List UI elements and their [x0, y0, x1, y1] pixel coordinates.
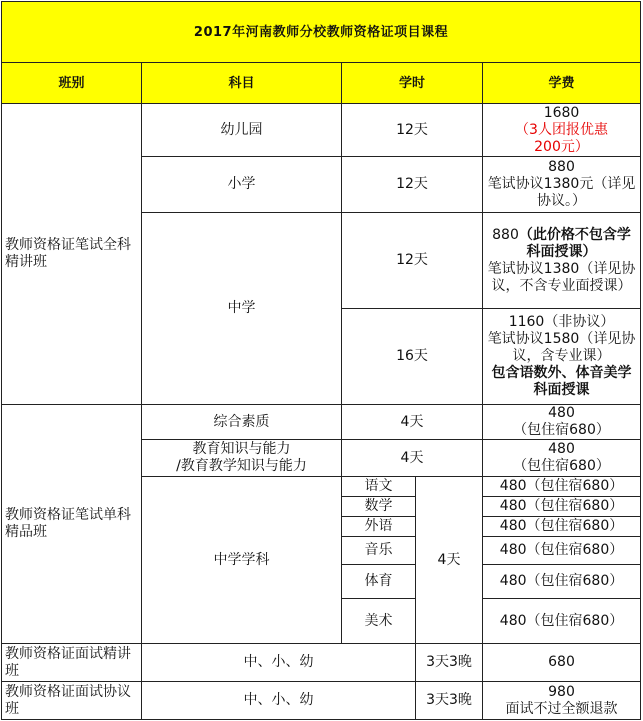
class-interview-agreement: 教师资格证面试协议班 [2, 682, 142, 720]
header-hours: 学时 [342, 63, 483, 104]
fee-primary-price: 880 [548, 159, 575, 175]
hours-primary: 12天 [342, 157, 483, 213]
subject-item-math: 数学 [342, 497, 416, 517]
fee-item-pe: 480（包住宿680） [483, 565, 641, 599]
hours-middle-12: 12天 [342, 213, 483, 309]
fee-comprehensive-price: 480 [548, 405, 575, 421]
fee-middle-16-note: 包含语数外、体音美学科面授课 [491, 365, 632, 398]
fee-item-chinese: 480（包住宿680） [483, 477, 641, 497]
hours-interview-intensive: 3天3晚 [416, 644, 483, 682]
fee-primary [483, 157, 641, 213]
subject-kindergarten: 幼儿园 [142, 104, 342, 157]
class-interview-intensive: 教师资格证面试精讲班 [2, 644, 142, 682]
fee-interview-agreement-refund: 面试不过全额退款 [505, 700, 618, 717]
fee-education [483, 440, 641, 477]
class-written-single: 教师资格证笔试单科精品班 [2, 405, 142, 644]
fee-primary-agreement: 笔试协议1380元（详见协议。） [487, 176, 636, 209]
header-fee: 学费 [483, 63, 641, 104]
subject-comprehensive: 综合素质 [142, 405, 342, 440]
fee-interview-agreement-price: 980 [548, 683, 575, 700]
header-class: 班别 [2, 63, 142, 104]
hours-middle-16: 16天 [342, 309, 483, 405]
hours-interview-agreement: 3天3晚 [416, 682, 483, 720]
subject-item-pe: 体育 [342, 565, 416, 599]
fee-comprehensive-lodging: （包住宿680） [513, 422, 610, 438]
fee-interview-intensive: 680 [483, 644, 641, 682]
fee-middle-12 [483, 213, 641, 309]
subject-education-line2: /教育教学知识与能力 [176, 458, 307, 474]
header-subject: 科目 [142, 63, 342, 104]
hours-education: 4天 [342, 440, 483, 477]
subject-education-line1: 教育知识与能力 [192, 441, 291, 457]
fee-kindergarten [483, 104, 641, 157]
hours-comprehensive: 4天 [342, 405, 483, 440]
fee-item-english: 480（包住宿680） [483, 517, 641, 537]
subject-interview-intensive: 中、小、幼 [142, 644, 416, 682]
subject-middle: 中学 [142, 213, 342, 405]
fee-item-music: 480（包住宿680） [483, 537, 641, 565]
fee-education-lodging: （包住宿680） [513, 458, 610, 474]
table-title: 2017年河南教师分校教师资格证项目课程 [2, 2, 641, 63]
fee-middle-16-price: 1160（非协议） [508, 314, 615, 330]
fee-kindergarten-price: 1680 [543, 104, 580, 121]
fee-middle-16-agreement: 笔试协议1580（详见协议，含专业课） [487, 331, 636, 364]
subject-interview-agreement: 中、小、幼 [142, 682, 416, 720]
subject-item-music: 音乐 [342, 537, 416, 565]
subject-item-art: 美术 [342, 599, 416, 644]
fee-middle-16 [483, 309, 641, 405]
fee-item-art: 480（包住宿680） [483, 599, 641, 644]
fee-interview-agreement [483, 682, 641, 720]
fee-kindergarten-discount: （3人团报优惠 [515, 121, 608, 138]
hours-middle-subjects: 4天 [416, 477, 483, 644]
hours-kindergarten: 12天 [342, 104, 483, 157]
fee-kindergarten-discount-amount: 200元） [534, 138, 589, 155]
subject-middle-group: 中学学科 [142, 477, 342, 644]
fee-education-price: 480 [548, 441, 575, 457]
fee-item-math: 480（包住宿680） [483, 497, 641, 517]
subject-item-english: 外语 [342, 517, 416, 537]
subject-item-chinese: 语文 [342, 477, 416, 497]
subject-primary: 小学 [142, 157, 342, 213]
class-written-full: 教师资格证笔试全科精讲班 [2, 104, 142, 405]
subject-education [142, 440, 342, 477]
fee-middle-12-agreement: 笔试协议1380（详见协议，不含专业面授课） [487, 260, 636, 294]
course-fee-table [1, 1, 641, 720]
fee-comprehensive [483, 405, 641, 440]
fee-middle-12-note: （此价格不包含学科面授课） [518, 226, 631, 260]
fee-middle-12-price: 880 [492, 226, 519, 243]
